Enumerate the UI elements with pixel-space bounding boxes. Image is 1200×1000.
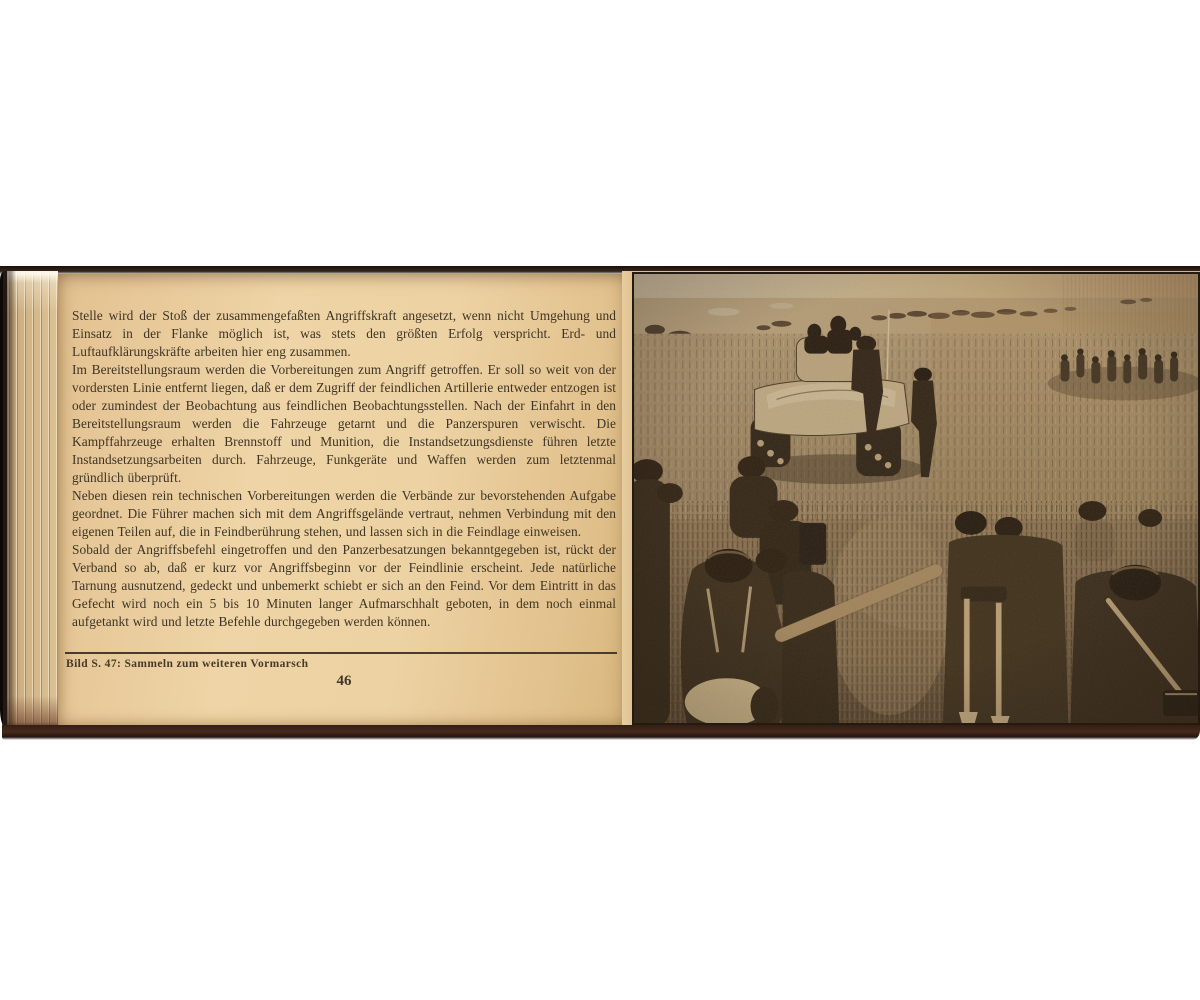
paragraph: Im Bereitstellungsraum werden die Vorbereitungen zum Angriff getroffen. Er soll so weit von der vordersten Linie entfernt liegen, daß er dem Zugriff der feindlichen Artillerie entweder entzogen ist oder zumindest der Beobachtung aus feindlichen Beobachtungsstellen. Nach der Einfahrt in den Bereitstellungsraum werden die Fahrzeuge getarnt und die Panzerspuren verwischt. Die Kampffahrzeuge erhalten Brennstoff und Munition, die Instandsetzungsdienste führen letzte Instandsetzungsarbeiten durch. Fahrzeuge, Funkgeräte und Waffen werden zum letztenmal gründlich überprüft. [72,362,616,485]
book-bottom-edge [2,725,1200,740]
paragraph: Sobald der Angriffsbefehl eingetroffen und den Panzerbesatzungen bekanntgegeben ist, rückt der Verband so ab, daß er kurz vor Angriffsbeginn vor der Feindlinie erscheint. Jede natürliche Tarnung ausnutzend, gedeckt und unbemerkt schiebt er sich an den Feind. Vor dem Eintritt in das Gefecht wird noch ein 5 bis 10 Minuten langer Aufmarschhalt geboten, in dem noch einmal aufgetankt wird und letzte Befehle durchgegeben werden können. [72,542,616,629]
right-page-photo [622,271,1200,731]
book-spread [0,266,1200,742]
left-page [58,274,628,727]
caption-rule [65,652,617,654]
paragraph: Stelle wird der Stoß der zusammengefaßten Angriffskraft angesetzt, wenn nicht Umgehung und Einsatz in der Flanke möglich ist, was stets den größten Erfolg verspricht. Erd- und Luftaufklärungskräfte arbeiten hier eng zusammen. [72,308,616,359]
page-stack-edges [0,271,58,736]
body-text [72,307,616,659]
halftone-photo [632,272,1200,725]
photo-vignette [632,272,1200,725]
paragraph: Neben diesen rein technischen Vorbereitungen werden die Verbände zur bevorstehenden Aufgabe geordnet. Die Führer machen sich mit dem Angriffsgelände vertraut, nehmen Verbindung mit den eigenen Teilen auf, die in Feindberührung stehen, und lassen sich in die Feindlage einweisen. [72,488,616,539]
page-number: 46 [336,673,352,689]
photo-caption: Bild S. 47: Sammeln zum weiteren Vormarsch [66,658,309,670]
